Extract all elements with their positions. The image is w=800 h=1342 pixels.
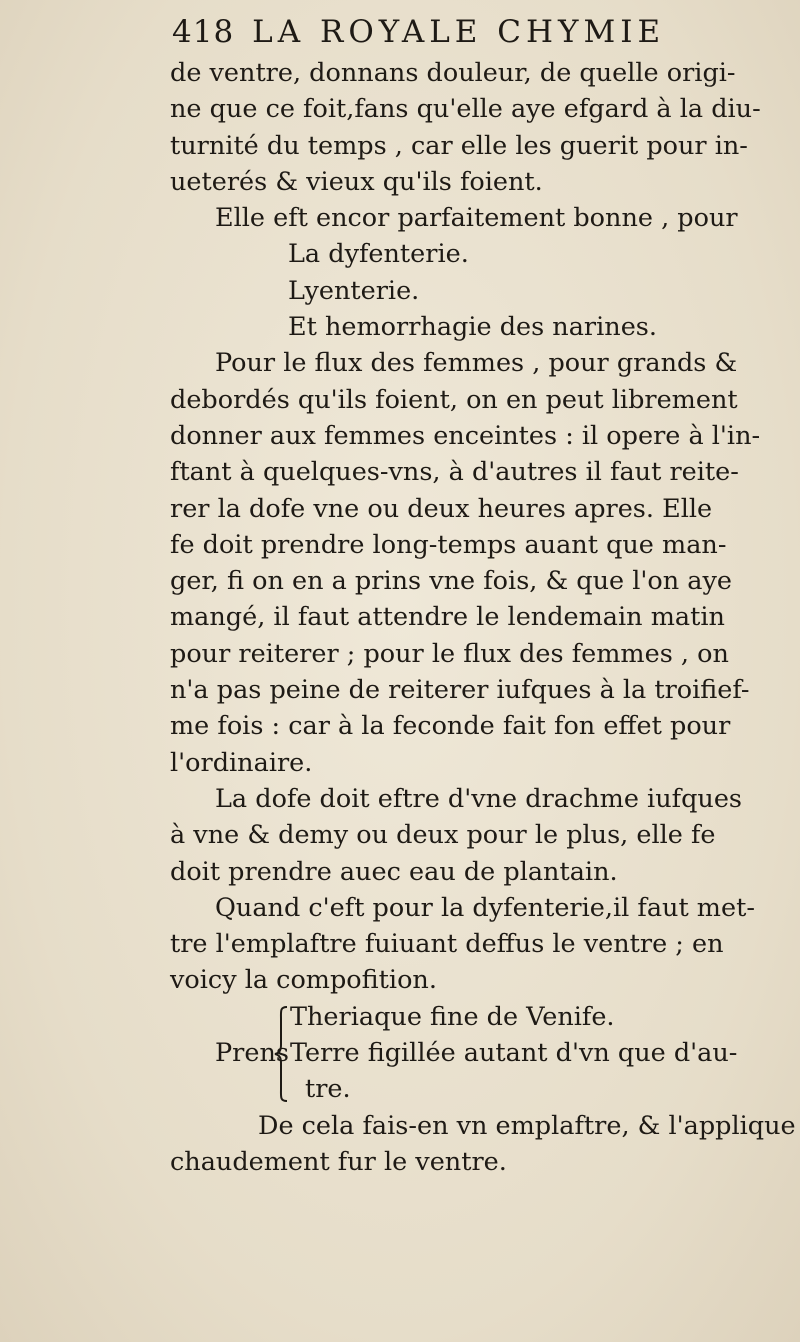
text-line: mangé, il faut attendre le lendemain matin (170, 602, 725, 633)
page-body (170, 55, 795, 1180)
recipe-ingredient: Theriaque fine de Venife. (290, 1001, 615, 1032)
text-line: pour reiterer ; pour le flux des femmes , on (170, 638, 729, 669)
text-line: Pour le flux des femmes , pour grands & (215, 348, 738, 379)
text-line: turnité du temps , car elle les guerit pour in- (170, 130, 748, 161)
text-line: ne que ce foit,fans qu'elle aye efgard à la diu- (170, 94, 761, 125)
text-line: debordés qu'ils foient, on en peut librement (170, 384, 738, 415)
text-line: fe doit prendre long-temps auant que man- (170, 529, 727, 560)
recipe-ingredient: tre. (305, 1073, 351, 1104)
list-item: Et hemorrhagie des narines. (288, 312, 657, 343)
text-line: de ventre, donnans douleur, de quelle origi- (170, 58, 736, 88)
text-line: doit prendre auec eau de plantain. (170, 856, 618, 887)
text-line: n'a pas peine de reiterer iufques à la troifief- (170, 675, 750, 706)
text-line: Quand c'eft pour la dyfenterie,il faut met- (215, 892, 755, 923)
text-line: ueterés & vieux qu'ils foient. (170, 166, 543, 197)
text-line: ger, fi on en a prins vne fois, & que l'on aye (170, 566, 732, 597)
list-item: La dyfenterie. (288, 239, 469, 270)
text-line: ftant à quelques-vns, à d'autres il faut reite- (170, 457, 739, 488)
recipe-block (170, 999, 795, 1108)
text-line: chaudement fur le ventre. (170, 1147, 507, 1178)
text-line: l'ordinaire. (170, 747, 313, 778)
recipe-ingredient: Terre figillée autant d'vn que d'au- (290, 1037, 738, 1068)
list-item: Lyenterie. (288, 275, 420, 306)
text-line: De cela fais-en vn emplaftre, & l'applique (258, 1110, 796, 1141)
page-number: 418 (172, 14, 235, 50)
text-line: me fois : car à la feconde fait fon effet pour (170, 711, 731, 742)
running-title: LA ROYALE CHYMIE (252, 14, 666, 50)
text-line: Elle eft encor parfaitement bonne , pour (215, 203, 738, 234)
text-line: rer la dofe vne ou deux heures apres. Elle (170, 493, 713, 524)
recipe-label: Prens (215, 1037, 289, 1068)
text-line: à vne & demy ou deux pour le plus, elle fe (170, 820, 716, 851)
text-line: voicy la compofition. (170, 965, 437, 996)
curly-brace-icon (274, 1005, 288, 1103)
text-line: donner aux femmes enceintes : il opere à l'in- (170, 420, 761, 451)
running-header (172, 14, 732, 60)
text-line: La dofe doit eftre d'vne drachme iufques (215, 783, 742, 814)
text-line: tre l'emplaftre fuiuant deffus le ventre ; en (170, 929, 724, 960)
